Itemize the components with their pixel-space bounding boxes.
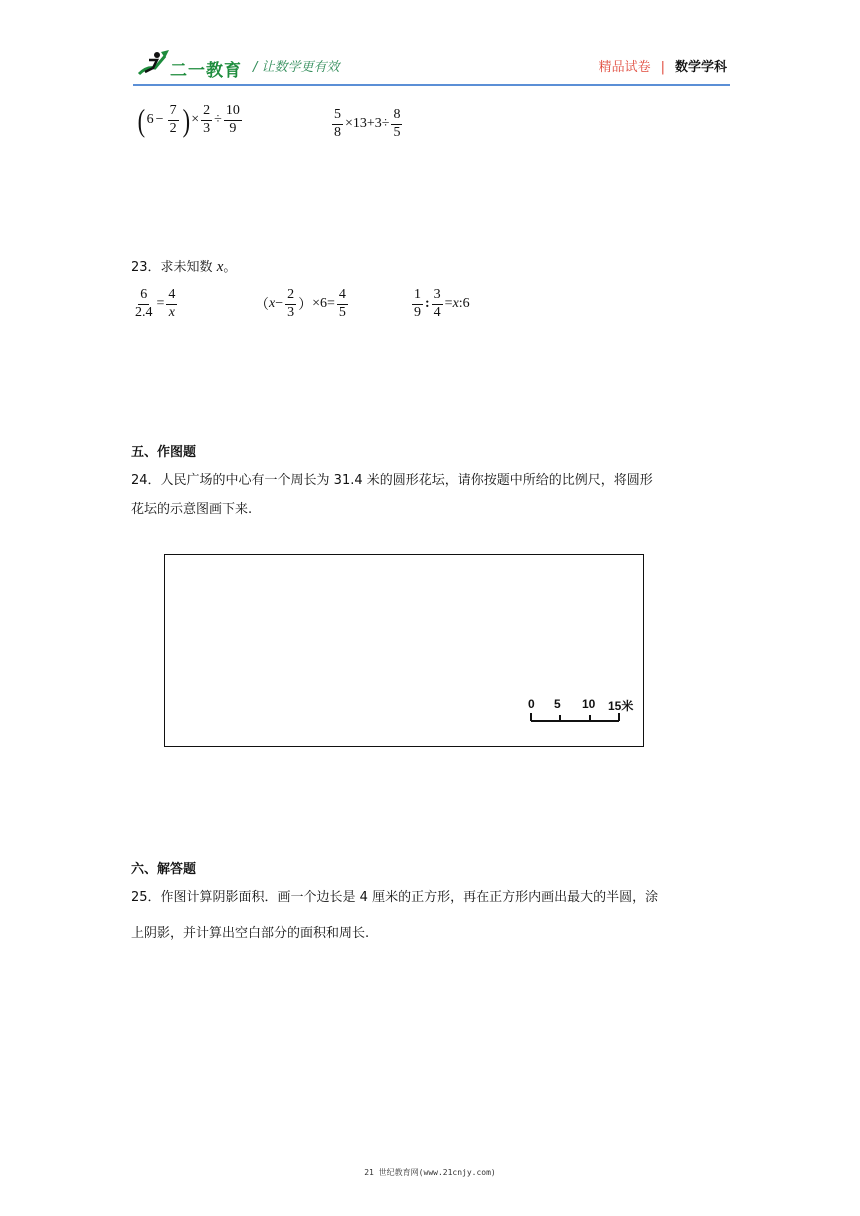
fraction: $\frac{7}{2}$ bbox=[169, 103, 177, 136]
fraction: $\frac{3}{4}$ bbox=[433, 287, 441, 320]
logo bbox=[135, 48, 171, 78]
q23-equation-2 bbox=[255, 288, 350, 320]
q23-equation-1 bbox=[131, 288, 179, 320]
q23-title bbox=[131, 254, 236, 281]
fraction: $\frac{2}{3}$ bbox=[287, 287, 295, 320]
variable: x bbox=[216, 259, 224, 275]
q24-text-line-1: 24．人民广场的中心有一个周长为 31.4 米的圆形花坛，请你按题中所给的比例尺，将圆形 bbox=[131, 473, 653, 488]
fraction: $\frac{6}{2.4}$ bbox=[135, 287, 153, 320]
operator: ÷ bbox=[214, 112, 222, 128]
operator: = bbox=[156, 296, 165, 312]
tag-label: 精品试卷 bbox=[598, 60, 651, 75]
q25-text-line-1: 25．作图计算阴影面积．画一个边长是 4 厘米的正方形，再在正方形内画出最大的半圆，涂 bbox=[131, 890, 659, 905]
operator: = bbox=[444, 296, 453, 312]
number: 6 bbox=[146, 112, 154, 128]
q23-equation-3 bbox=[410, 288, 470, 320]
header-right bbox=[599, 56, 727, 75]
header-separator: | bbox=[660, 60, 665, 75]
page-footer: 21 世纪教育网(www.21cnjy.com) bbox=[364, 1168, 496, 1177]
section-6-heading: 六、解答题 bbox=[131, 862, 197, 877]
scale-bar bbox=[528, 697, 640, 727]
expression-text: ×13+3÷ bbox=[345, 116, 390, 132]
punctuation: 。 bbox=[223, 260, 237, 275]
close-paren: ） bbox=[298, 298, 313, 314]
fraction: $\frac{2}{3}$ bbox=[203, 103, 211, 136]
q25-text-line-2: 上阴影，并计算出空白部分的面积和周长. bbox=[131, 926, 370, 941]
scale-tick-label: 5 bbox=[554, 697, 561, 711]
scale-ruler-icon bbox=[528, 711, 628, 725]
fraction: $\frac{8}{5}$ bbox=[393, 107, 401, 140]
q22-expression-2 bbox=[330, 108, 404, 140]
expression-text: ×6= bbox=[312, 296, 335, 312]
question-text: 23．求未知数 bbox=[131, 260, 213, 275]
fraction: $\frac{10}{9}$ bbox=[225, 103, 240, 136]
section-5-heading: 五、作图题 bbox=[131, 445, 197, 460]
runner-logo-icon bbox=[135, 48, 171, 78]
expression-text: :6 bbox=[458, 296, 470, 312]
scale-tick-label: 0 bbox=[528, 697, 535, 711]
open-paren: （ bbox=[255, 298, 269, 314]
fraction: $\frac{4}{x}$ bbox=[168, 287, 176, 320]
slogan: / 让数学更有效 bbox=[253, 60, 340, 75]
operator: − bbox=[275, 296, 284, 312]
scale-tick-label: 15米 bbox=[608, 699, 634, 713]
subject-label: 数学学科 bbox=[674, 60, 727, 75]
close-paren: ) bbox=[182, 102, 190, 139]
operator: − bbox=[155, 112, 164, 128]
variable: x bbox=[269, 296, 276, 312]
fraction: $\frac{4}{5}$ bbox=[338, 287, 346, 320]
variable: x bbox=[452, 296, 459, 312]
brand-name: 二一教育 bbox=[170, 61, 242, 81]
operator: × bbox=[191, 112, 200, 128]
fraction: $\frac{5}{8}$ bbox=[334, 107, 341, 140]
scale-tick-label: 10 bbox=[582, 697, 596, 711]
header-divider bbox=[133, 84, 730, 86]
q24-text-line-2: 花坛的示意图画下来. bbox=[131, 502, 253, 517]
open-paren: ( bbox=[137, 102, 146, 139]
q22-expression-1 bbox=[136, 102, 244, 139]
fraction: $\frac{1}{9}$ bbox=[414, 287, 421, 320]
operator: : bbox=[425, 296, 430, 312]
